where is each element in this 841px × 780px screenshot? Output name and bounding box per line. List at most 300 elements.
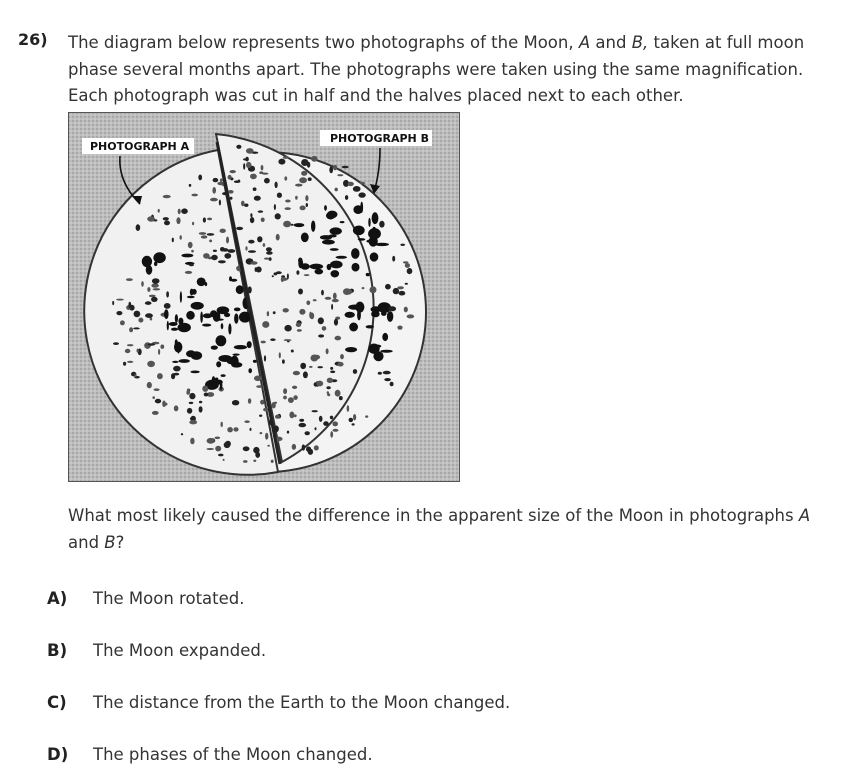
crater-mark (358, 192, 365, 197)
crater-mark (264, 178, 270, 184)
crater-mark (373, 345, 382, 348)
crater-mark (345, 195, 348, 200)
crater-mark (164, 309, 169, 319)
crater-mark (216, 335, 227, 346)
crater-mark (188, 242, 193, 248)
crater-mark (263, 243, 266, 247)
crater-mark (248, 240, 254, 244)
crater-mark (311, 156, 317, 162)
crater-mark (185, 271, 192, 274)
crater-mark (186, 390, 190, 394)
crater-mark (306, 301, 310, 306)
stem-line: The diagram below represents two photographs of the Moon, A and B, taken at full moon (68, 33, 805, 52)
crater-mark (191, 194, 198, 197)
crater-mark (220, 247, 225, 252)
crater-mark (244, 420, 249, 423)
crater-mark (215, 437, 221, 440)
crater-mark (301, 171, 307, 176)
crater-mark (226, 237, 229, 244)
crater-mark (174, 405, 179, 411)
crater-mark (204, 393, 209, 397)
crater-mark (339, 396, 343, 400)
crater-mark (228, 323, 231, 334)
question-stem (68, 30, 830, 110)
question-number: 26) (18, 30, 48, 49)
crater-mark (300, 206, 306, 211)
crater-mark (274, 204, 276, 210)
crater-mark (390, 382, 394, 387)
moon-photographs-diagram (68, 112, 460, 482)
crater-mark (370, 252, 379, 261)
crater-mark (190, 289, 194, 296)
crater-mark (179, 359, 190, 363)
crater-mark (303, 371, 308, 378)
crater-mark (198, 175, 202, 181)
crater-mark (175, 314, 178, 323)
crater-mark (254, 376, 262, 382)
choice-text: The distance from the Earth to the Moon changed. (93, 693, 511, 712)
stem-line: Each photograph was cut in half and the halves placed next to each other. (68, 86, 684, 105)
crater-mark (334, 319, 338, 326)
crater-mark (378, 372, 382, 375)
crater-mark (345, 312, 355, 318)
crater-mark (234, 313, 238, 323)
crater-mark (318, 334, 324, 337)
crater-mark (116, 311, 122, 315)
crater-mark (207, 218, 212, 221)
crater-mark (308, 177, 312, 181)
crater-mark (253, 460, 256, 462)
crater-mark (261, 218, 265, 223)
crater-mark (353, 186, 361, 192)
italic-label: B (104, 532, 116, 552)
crater-mark (149, 295, 156, 298)
crater-mark (191, 250, 194, 253)
crater-mark (230, 170, 236, 173)
crater-mark (299, 177, 307, 183)
choice-text: The phases of the Moon changed. (93, 745, 373, 764)
crater-mark (331, 304, 333, 310)
crater-mark (311, 221, 315, 232)
crater-mark (215, 446, 221, 452)
crater-mark (285, 207, 291, 210)
crater-mark (166, 291, 169, 297)
crater-mark (333, 165, 337, 170)
crater-mark (157, 373, 163, 379)
crater-mark (262, 173, 269, 175)
crater-mark (260, 400, 264, 405)
crater-mark (158, 209, 160, 213)
label-photograph-b: PHOTOGRAPH B (330, 132, 429, 145)
crater-mark (371, 237, 374, 244)
crater-mark (349, 323, 358, 332)
crater-mark (297, 329, 302, 332)
crater-mark (311, 355, 319, 362)
crater-mark (136, 224, 141, 231)
italic-label: A (578, 33, 591, 52)
crater-mark (147, 361, 155, 367)
crater-mark (348, 182, 354, 186)
crater-mark (254, 196, 261, 201)
crater-mark (296, 322, 301, 327)
crater-mark (283, 156, 289, 159)
crater-mark (236, 285, 244, 294)
crater-mark (274, 272, 278, 275)
crater-mark (180, 291, 182, 303)
crater-mark (162, 401, 166, 408)
crater-mark (373, 351, 383, 361)
crater-mark (220, 381, 223, 390)
crater-mark (276, 234, 280, 241)
crater-mark (234, 180, 240, 183)
crater-mark (172, 361, 179, 363)
crater-mark (318, 317, 324, 324)
crater-mark (163, 217, 169, 220)
crater-mark (187, 296, 195, 299)
crater-mark (352, 423, 355, 425)
crater-mark (211, 346, 218, 350)
crater-mark (253, 187, 257, 191)
crater-mark (181, 433, 183, 435)
crater-mark (189, 393, 195, 399)
crater-mark (326, 386, 330, 389)
crater-mark (292, 386, 297, 389)
crater-mark (320, 235, 332, 240)
crater-mark (312, 410, 318, 412)
crater-mark (322, 240, 335, 245)
italic-label: A (798, 506, 811, 525)
crater-mark (116, 299, 124, 301)
crater-mark (250, 174, 257, 180)
crater-mark (137, 349, 139, 353)
crater-mark (186, 311, 195, 320)
crater-mark (258, 210, 263, 212)
crater-mark (353, 226, 365, 236)
crater-mark (169, 322, 178, 326)
crater-mark (340, 221, 345, 223)
choice-letter: A) (47, 589, 68, 608)
crater-mark (325, 297, 332, 300)
crater-mark (293, 395, 297, 400)
crater-mark (285, 200, 291, 203)
crater-mark (405, 283, 408, 285)
crater-mark (261, 341, 266, 344)
crater-mark (330, 261, 343, 269)
crater-mark (332, 421, 338, 426)
crater-mark (351, 248, 359, 259)
crater-mark (167, 321, 169, 331)
crater-mark (223, 459, 225, 461)
crater-mark (380, 350, 392, 353)
crater-mark (113, 342, 119, 345)
crater-mark (292, 444, 296, 450)
crater-mark (333, 429, 339, 432)
crater-mark (296, 270, 299, 274)
crater-mark (158, 349, 160, 355)
crater-mark (189, 402, 194, 404)
crater-mark (365, 415, 368, 417)
crater-mark (261, 165, 264, 171)
crater-mark (233, 427, 238, 431)
crater-mark (190, 418, 192, 420)
crater-mark (211, 255, 218, 260)
crater-mark (299, 309, 305, 315)
crater-mark (152, 278, 160, 284)
answer-choice-c[interactable] (47, 690, 827, 716)
question-prompt (68, 503, 830, 556)
crater-mark (178, 323, 191, 333)
crater-mark (243, 163, 245, 170)
crater-mark (399, 291, 406, 296)
crater-mark (272, 275, 274, 277)
crater-mark (282, 359, 285, 363)
crater-mark (178, 209, 181, 215)
crater-mark (271, 460, 274, 463)
crater-mark (264, 355, 266, 361)
crater-mark (248, 286, 252, 293)
choice-text: The Moon expanded. (93, 641, 267, 660)
crater-mark (199, 232, 207, 235)
crater-mark (331, 270, 340, 277)
crater-mark (330, 371, 335, 374)
crater-mark (383, 371, 391, 375)
crater-mark (250, 428, 252, 431)
crater-mark (224, 253, 231, 259)
crater-mark (283, 308, 289, 312)
crater-mark (301, 159, 308, 166)
crater-mark (330, 227, 342, 234)
crater-mark (358, 238, 366, 241)
crater-mark (293, 371, 300, 375)
crater-mark (385, 284, 391, 290)
crater-mark (291, 224, 294, 226)
crater-mark (202, 386, 208, 392)
crater-mark (248, 368, 252, 373)
crater-mark (324, 205, 327, 211)
crater-mark (287, 273, 289, 279)
crater-mark (201, 235, 208, 238)
crater-mark (289, 412, 294, 419)
crater-mark (257, 236, 262, 242)
crater-mark (300, 263, 309, 269)
crater-mark (389, 306, 397, 311)
crater-mark (305, 195, 308, 201)
crater-mark (246, 148, 254, 154)
crater-mark (209, 240, 212, 243)
crater-mark (265, 433, 268, 440)
crater-mark (212, 187, 216, 194)
crater-mark (313, 299, 317, 301)
crater-mark (262, 321, 269, 328)
crater-mark (251, 261, 258, 264)
crater-mark (227, 359, 237, 365)
crater-mark (294, 223, 305, 227)
answer-choice-a[interactable] (47, 586, 827, 612)
crater-mark (141, 281, 144, 287)
crater-mark (299, 419, 304, 422)
crater-mark (152, 396, 155, 399)
crater-mark (176, 344, 180, 350)
crater-mark (123, 362, 126, 366)
crater-mark (353, 369, 357, 374)
stem-line: phase several months apart. The photographs were taken using the same magnification. (68, 59, 804, 79)
crater-mark (342, 166, 349, 169)
crater-mark (336, 256, 348, 259)
choice-text: The Moon rotated. (93, 589, 245, 608)
crater-mark (180, 235, 182, 239)
crater-mark (277, 193, 282, 198)
crater-mark (407, 268, 413, 274)
crater-mark (310, 313, 314, 320)
crater-mark (317, 366, 323, 368)
crater-mark (202, 324, 211, 327)
crater-mark (323, 421, 329, 426)
crater-mark (191, 302, 204, 310)
crater-mark (315, 269, 324, 275)
crater-mark (120, 320, 125, 325)
crater-mark (256, 385, 262, 388)
crater-mark (173, 366, 181, 372)
crater-mark (275, 213, 281, 219)
crater-mark (190, 371, 199, 374)
crater-mark (147, 216, 155, 221)
crater-mark (345, 289, 352, 295)
crater-mark (232, 400, 239, 405)
crater-mark (283, 221, 291, 228)
crater-mark (221, 422, 223, 427)
crater-mark (221, 323, 224, 329)
crater-mark (234, 345, 247, 349)
crater-mark (236, 145, 241, 149)
crater-mark (164, 221, 170, 226)
crater-mark (362, 287, 365, 289)
crater-mark (127, 361, 133, 363)
crater-mark (151, 283, 158, 287)
crater-mark (327, 211, 338, 219)
crater-mark (213, 250, 217, 252)
crater-mark (227, 427, 233, 432)
crater-mark (304, 274, 310, 276)
crater-mark (197, 278, 206, 287)
crater-mark (247, 341, 252, 348)
crater-mark (275, 415, 280, 419)
crater-mark (316, 381, 323, 387)
crater-mark (284, 176, 287, 180)
crater-mark (224, 313, 230, 317)
crater-mark (155, 399, 161, 404)
crater-mark (218, 454, 224, 457)
choice-letter: D) (47, 745, 69, 764)
crater-mark (315, 427, 317, 430)
crater-mark (220, 178, 223, 182)
crater-mark (220, 229, 226, 233)
crater-mark (171, 373, 175, 379)
crater-mark (360, 202, 363, 213)
crater-mark (337, 362, 343, 367)
crater-mark (256, 267, 262, 273)
crater-mark (230, 197, 233, 200)
crater-mark (128, 302, 131, 309)
label-photograph-a: PHOTOGRAPH A (90, 140, 190, 153)
crater-mark (151, 297, 158, 302)
crater-mark (229, 276, 232, 281)
crater-mark (397, 326, 402, 330)
crater-mark (207, 438, 215, 444)
crater-mark (352, 263, 360, 272)
crater-mark (243, 158, 249, 160)
crater-mark (267, 445, 270, 447)
crater-mark (330, 367, 333, 370)
crater-mark (366, 325, 374, 328)
crater-mark (327, 264, 332, 270)
crater-mark (263, 408, 268, 412)
crater-mark (153, 252, 165, 263)
crater-mark (241, 201, 245, 207)
crater-mark (295, 184, 302, 187)
crater-mark (310, 264, 324, 270)
crater-mark (305, 431, 310, 435)
crater-mark (190, 438, 194, 445)
crater-mark (333, 293, 337, 300)
crater-mark (302, 444, 305, 450)
crater-mark (281, 277, 284, 282)
crater-mark (387, 311, 393, 322)
crater-mark (152, 411, 159, 415)
crater-mark (322, 326, 327, 331)
crater-mark (370, 286, 377, 293)
crater-mark (260, 432, 263, 434)
crater-mark (216, 361, 221, 367)
crater-mark (306, 446, 311, 452)
crater-mark (245, 246, 247, 250)
crater-mark (178, 350, 180, 354)
crater-mark (199, 401, 202, 404)
answer-choice-b[interactable] (47, 638, 827, 664)
crater-mark (294, 414, 297, 417)
crater-mark (228, 190, 234, 194)
crater-mark (218, 260, 226, 263)
crater-mark (345, 347, 357, 352)
crater-mark (134, 374, 136, 377)
crater-mark (186, 350, 196, 357)
crater-mark (284, 325, 291, 332)
crater-mark (205, 282, 208, 286)
crater-mark (291, 350, 294, 353)
crater-mark (145, 313, 153, 318)
crater-mark (295, 196, 298, 200)
crater-mark (335, 336, 342, 341)
crater-mark (221, 374, 226, 377)
crater-mark (203, 217, 206, 222)
crater-mark (279, 352, 281, 358)
italic-label: B, (631, 33, 649, 52)
crater-mark (248, 250, 256, 253)
crater-mark (275, 182, 278, 188)
crater-mark (147, 287, 150, 292)
crater-mark (153, 288, 161, 290)
crater-mark (330, 416, 333, 420)
crater-mark (335, 188, 338, 192)
crater-mark (340, 354, 344, 359)
crater-mark (355, 302, 364, 313)
crater-mark (243, 460, 248, 463)
crater-mark (154, 388, 160, 391)
crater-mark (384, 378, 391, 381)
crater-mark (203, 313, 213, 318)
crater-mark (189, 184, 192, 187)
answer-choice-d[interactable] (47, 742, 827, 768)
crater-mark (248, 398, 251, 404)
